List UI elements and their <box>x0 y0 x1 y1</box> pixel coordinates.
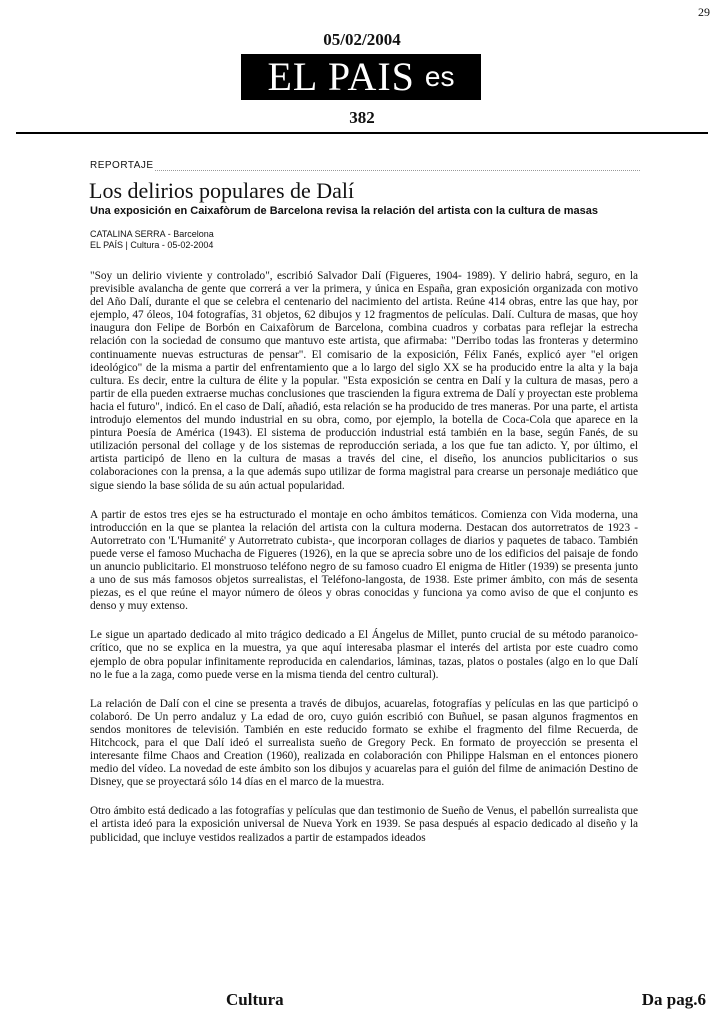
section-divider <box>155 170 640 171</box>
header-divider <box>16 132 708 134</box>
masthead-logo <box>241 54 481 100</box>
masthead-suffix: es <box>424 61 455 92</box>
article-paragraph: Otro ámbito está dedicado a las fotografías y películas que dan testimonio de Sueño de Venus, el pabellón surrealista que el artista ideó para la exposición universal de Nueva York en 1939. Se pasa después al espacio dedicado al diseño y la publicidad, que incluye vestidos realizados a partir de estampados ideados <box>90 805 638 844</box>
clip-date: 05/02/2004 <box>323 30 401 49</box>
byline <box>90 229 214 251</box>
byline-author: CATALINA SERRA - Barcelona <box>90 229 214 239</box>
clip-number: 382 <box>349 108 375 127</box>
byline-source: EL PAÍS | Cultura - 05-02-2004 <box>90 240 214 250</box>
article-body <box>90 270 638 861</box>
article-headline: Los delirios populares de Dalí <box>89 178 355 203</box>
article-subheadline: Una exposición en Caixafòrum de Barcelona revisa la relación del artista con la cultura de masas <box>90 205 599 217</box>
section-label: REPORTAJE <box>90 160 154 171</box>
article-paragraph: "Soy un delirio viviente y controlado", escribió Salvador Dalí (Figueres, 1904- 1989). Y delirio habrá, seguro, en la previsible avalancha de gente que correrá a ver la primera, y única en España, gran exposición organizada con motivo del Año Dalí, durante el que se celebra el centenario del nacimiento del artista. Reúne 414 obras, entre las que hay, por ejemplo, 47 óleos, 104 fotografías, 31 objetos, 62 dibujos y 12 fragmentos de películas. Dalí. Cultura de masas, que hoy inaugura don Felipe de Borbón en Caixafòrum de Barcelona, combina cuadros y corbatas para reflejar la estrecha relación con la sociedad de consumo que mantuvo este artista, que afirmaba: "Derribo todas las fronteras y determino continuamente nuevas estructuras de pensar". El comisario de la exposición, Félix Fanés, explicó ayer "el origen ideológico" de la misma a partir del enfrentamiento que a lo largo del siglo XX se ha producido entre la alta y la baja cultura. Es decir, entre la cultura de élite y la popular. "Esta exposición se centra en Dalí y la cultura de masas, pero a partir de ella pueden extraerse muchas conclusiones que trascienden la figura extrema de Dalí y proyectan este problema hacia el futuro", indicó. En el caso de Dalí, añadió, esta relación se ha producido de tres maneras. Por una parte, el artista introdujo elementos del mundo industrial en su obra, como, por ejemplo, la botella de Coca-Cola que aparece en la pintura Poesía de América (1943). El sistema de producción industrial está también en la base, según Fanés, de su utilización personal del collage y de los sistemas de reproducción seriada, a los que fue tan adicto. Y, por último, el artista participó de lleno en la cultura de masas a través del cine, el diseño, los anuncios publicitarios o sus colaboraciones con la prensa, a la que además supo utilizar de forma magistral para crearse un personaje mediático que sigue siendo la base sólida de su aún actual popularidad. <box>90 270 638 492</box>
article-paragraph: Le sigue un apartado dedicado al mito trágico dedicado a El Ángelus de Millet, punto crucial de su método paranoico-crítico, que no se explica en la muestra, ya que aquí interesaba plasmar el interés del artista por este cuadro como ejemplo de obra popular infinitamente reproducida en calendarios, láminas, tazas, platos o postales (algo en lo que Dalí no le fue a la zaga, como puede verse en la misma tienda del centro cultural). <box>90 629 638 681</box>
masthead-name: EL PAIS <box>267 54 415 99</box>
footer-section: Cultura <box>226 990 284 1009</box>
article-paragraph: La relación de Dalí con el cine se presenta a través de dibujos, acuarelas, fotografías y películas en las que participó o colaboró. De Un perro andaluz y La edad de oro, cuyo guión escribió con Buñuel, se pasan algunos fragmentos en sendos monitores de televisión. También en este reducido formato se exhibe el fragmento del filme Recuerda, de Hitchcock, para el que Dalí ideó el surrealista sueño de Gregory Peck. En formato de proyección se presenta el interesante filme Chaos and Creation (1960), realizada en colaboración con Philippe Halsman en el entonces pionero medio del vídeo. La novedad de este ámbito son los dibujos y acuarelas para el guión del filme de animación Destino de Disney, que se proyectará sólo 14 días en el marco de la muestra. <box>90 697 638 789</box>
footer-continuation: Da pag.6 <box>641 990 706 1009</box>
page-number: 29 <box>698 5 710 19</box>
article-paragraph: A partir de estos tres ejes se ha estructurado el montaje en ocho ámbitos temáticos. Comienza con Vida moderna, una introducción en la que se plantea la relación del artista con la cultura moderna. Destacan dos autorretratos de 1923 -Autorretrato con 'L'Humanité' y Autorretrato cubista-, que incorporan collages de diarios y paquetes de tabaco. También puede verse el famoso Muchacha de Figueres (1926), en la que se aprecia sobre uno de los edificios del paisaje de fondo un anuncio publicitario. El monstruoso teléfono negro de su famoso cuadro El enigma de Hitler (1939) se presenta junto a uno de sus más famosos objetos surrealistas, el Teléfono-langosta, de 1938. Este primer ámbito, con más de sesenta piezas, es el que reúne el mayor número de óleos y obras conocidas y funciona ya como aviso de que el conjunto es denso y muy extenso. <box>90 508 638 613</box>
